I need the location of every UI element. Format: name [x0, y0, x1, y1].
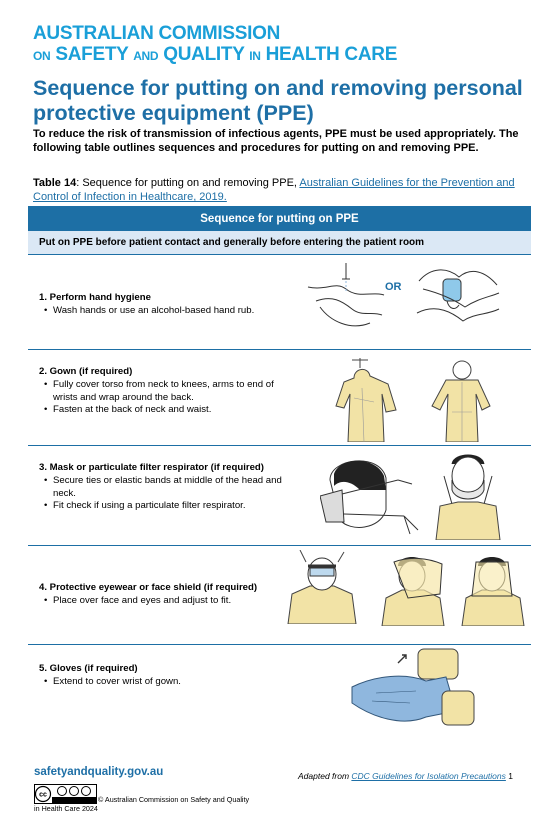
caption-label: Table 14	[33, 177, 77, 189]
gown-back-illustration	[426, 358, 498, 442]
step-bullet: • Extend to cover wrist of gown.	[39, 676, 284, 688]
intro-paragraph: To reduce the risk of transmission of infectious agents, PPE must be used appropriately. The following table outlines sequences and procedures for putting on and removing PPE.	[33, 128, 519, 155]
step-bullet: • Wash hands or use an alcohol-based hand rub.	[39, 305, 284, 317]
step-gloves	[28, 645, 531, 741]
mask-fit-check-illustration	[430, 450, 506, 540]
face-shield-front-illustration	[460, 552, 526, 626]
step-title: 2. Gown (if required)	[39, 366, 133, 377]
step-title: 1. Perform hand hygiene	[39, 292, 151, 303]
step-bullet: • Fit check if using a particulate filter respirator.	[39, 500, 284, 512]
step-eyewear	[28, 546, 531, 645]
footer-url[interactable]: safetyandquality.gov.au	[34, 766, 164, 778]
or-label: OR	[385, 281, 402, 293]
gown-front-illustration	[334, 358, 404, 442]
step-title: 4. Protective eyewear or face shield (if required)	[39, 582, 258, 593]
step-title: 3. Mask or particulate filter respirator (if required)	[39, 462, 264, 473]
table-caption	[33, 176, 523, 205]
step-mask	[28, 446, 531, 546]
logo-line-2: ON SAFETY AND QUALITY IN HEALTH CARE	[33, 44, 398, 65]
copyright-notice: © Australian Commission on Safety and Quality in Health Care 2024	[34, 795, 250, 813]
cdc-guidelines-link[interactable]: CDC Guidelines for Isolation Precautions	[351, 771, 506, 781]
hand-rub-illustration	[413, 263, 503, 331]
guidelines-link[interactable]: Australian Guidelines for the Prevention and Control of Infection in Healthcare, 2019.	[33, 177, 515, 204]
page-title: Sequence for putting on and removing personal protective equipment (PPE)	[33, 76, 523, 125]
step-hand-hygiene	[28, 255, 531, 350]
caption-text: : Sequence for putting on and removing PPE,	[76, 177, 300, 189]
logo-line-1: AUSTRALIAN COMMISSION	[33, 23, 281, 44]
step-title: 5. Gloves (if required)	[39, 663, 138, 674]
gloves-illustration	[346, 647, 476, 731]
table-subheader: Put on PPE before patient contact and generally before entering the patient room	[28, 231, 531, 255]
hand-washing-illustration	[306, 261, 386, 339]
step-bullet: • Fasten at the back of neck and waist.	[39, 404, 284, 416]
adapted-from: Adapted from CDC Guidelines for Isolation Precautions 1	[298, 771, 513, 781]
commission-logo	[33, 24, 397, 64]
step-bullet: • Place over face and eyes and adjust to fit.	[39, 595, 284, 607]
cc-badge-text: cc	[39, 791, 47, 799]
face-shield-illustration	[380, 552, 446, 626]
step-gown	[28, 350, 531, 446]
step-bullet: • Secure ties or elastic bands at middle of the head and neck.	[39, 475, 284, 500]
page-number: 1	[508, 771, 513, 781]
step-bullet: • Fully cover torso from neck to knees, arms to end of wrists and wrap around the back.	[39, 379, 284, 404]
mask-side-illustration	[320, 450, 420, 540]
eyewear-illustration	[286, 550, 358, 624]
table-header: Sequence for putting on PPE	[28, 206, 531, 231]
